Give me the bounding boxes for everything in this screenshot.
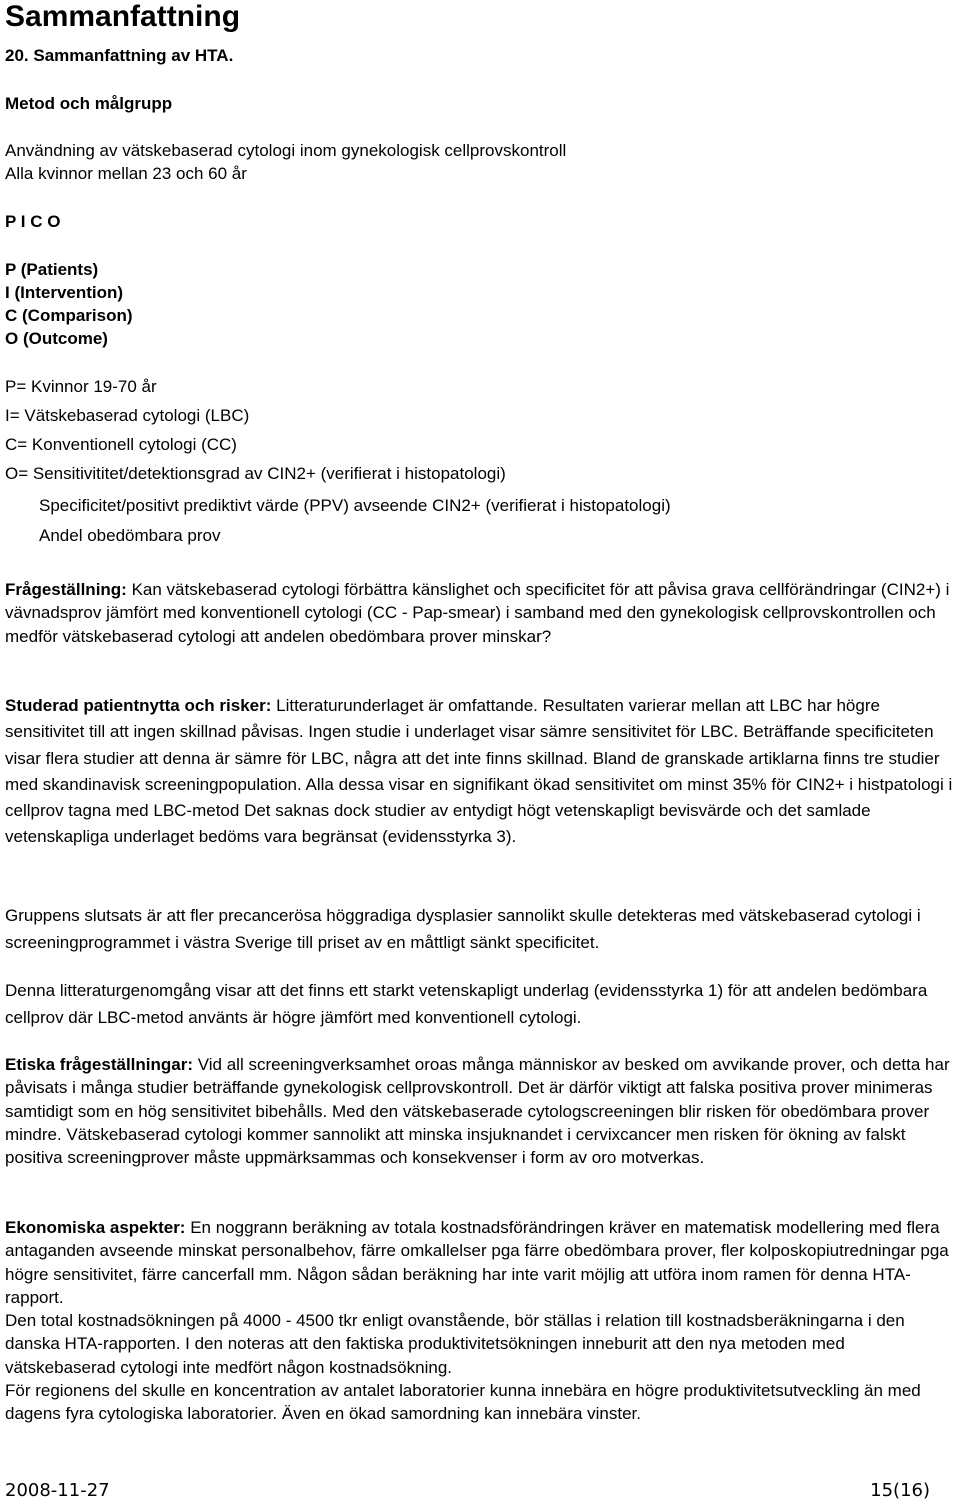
benefit-label: Studerad patientnytta och risker: xyxy=(5,696,272,715)
conclusion-paragraph: Gruppens slutsats är att fler precancerösa höggradiga dysplasier sannolikt skulle detekteras med vätskebaserad cytologi i screeningprogrammet i västra Sverige till priset av en måttligt sänkt specificitet. xyxy=(5,906,921,952)
economics-paragraph-2: Den total kostnadsökningen på 4000 - 4500 tkr enligt ovanstående, bör ställas i relation till kostnadsberäkningarna i den danska HTA-rapporten. I den noteras att den faktiska produktivitetsökningen inneburit att den nya metoden med vätskebaserad cytologi inte medfört någon kostnadsökning. xyxy=(5,1311,905,1377)
method-line: Alla kvinnor mellan 23 och 60 år xyxy=(5,164,247,183)
review-paragraph: Denna litteraturgenomgång visar att det finns ett starkt vetenskapligt underlag (evidensstyrka 1) för att andelen bedömbara cellprov där LBC-metod använts är högre jämfört med konventionell cytologi. xyxy=(5,981,928,1027)
pico-value: O= Sensitivititet/detektionsgrad av CIN2+ (verifierat i histopatologi) xyxy=(5,464,506,483)
pico-value: C= Konventionell cytologi (CC) xyxy=(5,435,237,454)
benefit-paragraph xyxy=(5,693,955,851)
pico-term: O (Outcome) xyxy=(5,329,108,348)
economics-label: Ekonomiska aspekter: xyxy=(5,1218,186,1237)
pico-term: C (Comparison) xyxy=(5,306,133,325)
question-text: Kan vätskebaserad cytologi förbättra känslighet och specificitet för att påvisa grava cellförändringar (CIN2+) i vävnadsprov jämfört med konventionell cytologi (CC - Pap-smear) i samband med den gynekologisk cellprovskontrollen och medför vätskebaserad cytologi att andelen obedömbara prover minskar? xyxy=(5,580,950,646)
question-label: Frågeställning: xyxy=(5,580,127,599)
pico-value: I= Vätskebaserad cytologi (LBC) xyxy=(5,406,250,425)
section-subheading: 20. Sammanfattning av HTA. xyxy=(5,46,234,65)
footer-date: 2008-11-27 xyxy=(5,1480,110,1501)
method-heading: Metod och målgrupp xyxy=(5,94,173,113)
economics-paragraph-3: För regionens del skulle en koncentration av antalet laboratorier kunna innebära en högre produktivitetsutveckling än med dagens fyra cytologiska laboratorier. Även en ökad samordning kan innebära vinster. xyxy=(5,1381,921,1424)
footer-page-number: 15(16) xyxy=(870,1480,930,1501)
pico-term: I (Intervention) xyxy=(5,283,124,302)
pico-heading: P I C O xyxy=(5,212,61,231)
question-paragraph xyxy=(5,578,955,648)
pico-term: P (Patients) xyxy=(5,260,99,279)
ethics-paragraph xyxy=(5,1053,955,1169)
benefit-text: Litteraturunderlaget är omfattande. Resultaten varierar mellan att LBC har högre sensitivitet till att ingen skillnad påvisas. Ingen studie i underlaget visar sämre sensitivitet för LBC. Beträffande specificiteten visar flera studier att denna är sämre för LBC, några att det inte finns skillnad. Bland de granskade artiklarna finns tre studier med skandinavisk screeningpopulation. Alla dessa visar en signifikant ökad sensitivitet om minst 35% för CIN2+ i histpatologi i cellprov tagna med LBC-metod Det saknas dock studier av entydigt högt vetenskapligt bevisvärde och det samlade vetenskapliga underlaget bedöms vara begränsat (evidensstyrka 3). xyxy=(5,696,953,847)
ethics-text: Vid all screeningverksamhet oroas många människor av besked om avvikande prover, och detta har påvisats i många studier beträffande gynekologisk cellprovskontroll. Det är därför viktigt att falska positiva prover minimeras samtidigt som en hög sensitivitet bibehålls. Med den vätskebaserade cytologscreeningen blir risken för obedömbara prover mindre. Vätskebaserad cytologi kommer sannolikt att minska insjuknandet i cervixcancer men risken för ökning av falskt positiva screeningprover måste uppmärksammas och konsekvenser i form av oro motverkas. xyxy=(5,1055,950,1168)
page-title: Sammanfattning xyxy=(5,0,241,33)
pico-outcome-extra: Specificitet/positivt prediktivt värde (PPV) avseende CIN2+ (verifierat i histopatologi) xyxy=(39,496,671,515)
economics-paragraph xyxy=(5,1216,955,1309)
economics-text: En noggrann beräkning av totala kostnadsförändringen kräver en matematisk modellering med flera antaganden avseende minskat personalbehov, färre omkallelser pga färre obedömbara prover, fler kolposkopiutredningar pga högre sensitivitet, färre cancerfall mm. Någon sådan beräkning har inte varit möjlig att utföra inom ramen för denna HTA-rapport. xyxy=(5,1218,949,1307)
method-line: Användning av vätskebaserad cytologi inom gynekologisk cellprovskontroll xyxy=(5,141,567,160)
ethics-label: Etiska frågeställningar: xyxy=(5,1055,194,1074)
pico-value: P= Kvinnor 19-70 år xyxy=(5,377,157,396)
pico-outcome-extra: Andel obedömbara prov xyxy=(39,526,221,545)
